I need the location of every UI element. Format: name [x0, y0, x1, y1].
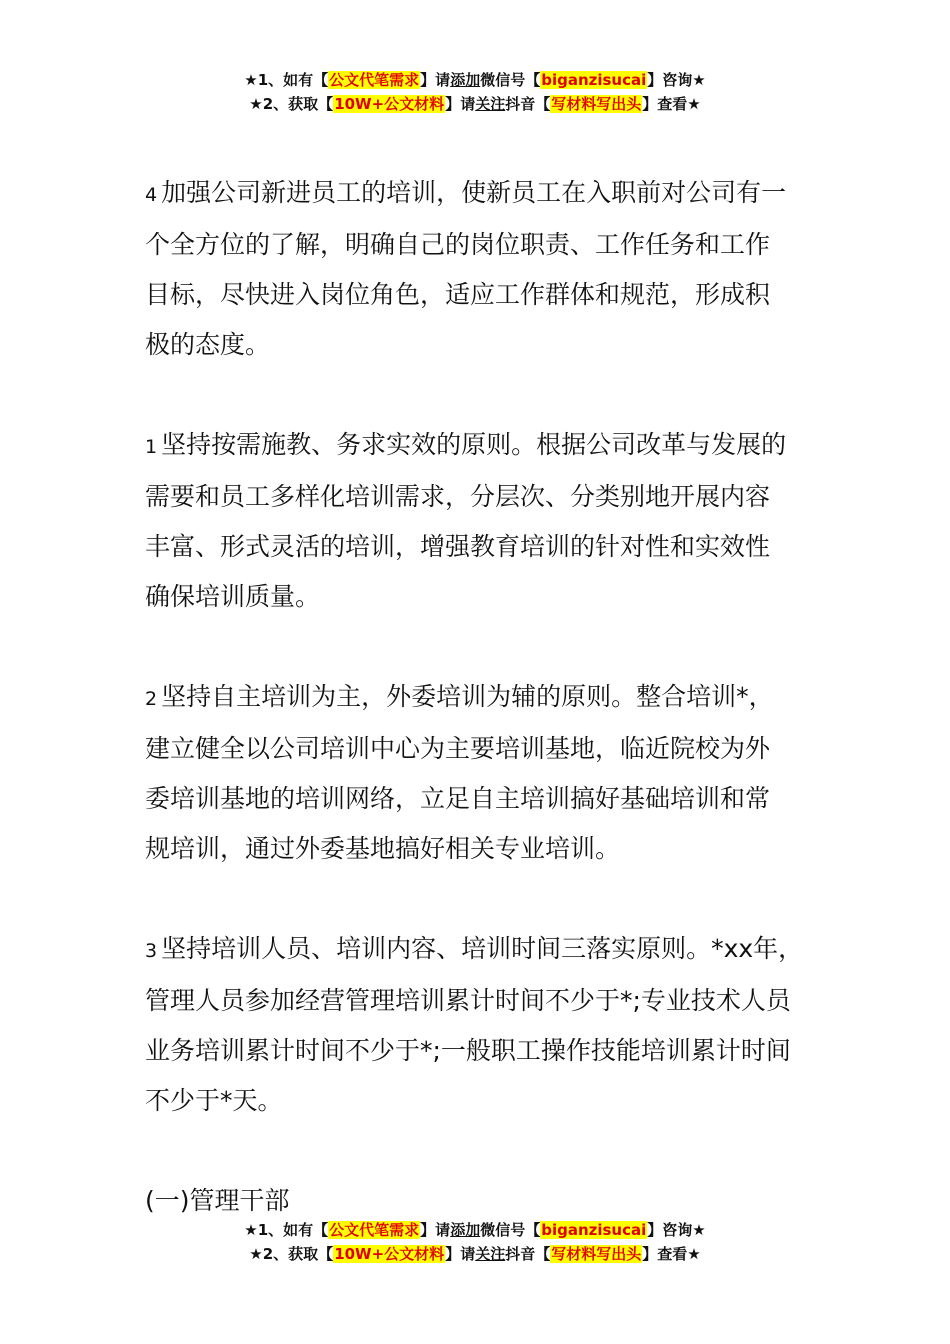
highlight-wechat-id: biganzisucai: [541, 1221, 647, 1239]
banner-line-2: ★2、获取【10W+公文材料】请关注抖音【写材料写出头】查看★: [249, 95, 701, 113]
highlight-materials: 10W+公文材料: [334, 1245, 445, 1263]
highlight-douyin-id: 写材料写出头: [551, 1245, 642, 1263]
banner-line-1: ★1、如有【公文代笔需求】请添加微信号【biganzisucai】咨询★: [244, 71, 706, 89]
document-body: [145, 168, 835, 1276]
highlight-douyin-id: 写材料写出头: [551, 95, 642, 113]
section-heading-management: (一)管理干部: [145, 1186, 290, 1215]
highlight-service: 公文代笔需求: [329, 1221, 420, 1239]
paragraph-principle-needs: 1 坚持按需施教、务求实效的原则。根据公司改革与发展的 需要和员工多样化培训需求，分层次、分类别地开展内容 丰富、形式灵活的培训，增强教育培训的针对性和实效性 确保培训质量。: [145, 430, 787, 611]
paragraph-principle-three-implementations: 3 坚持培训人员、培训内容、培训时间三落实原则。*xx年， 管理人员参加经营管理培训累计时间不少于*;专业技术人员 业务培训累计时间不少于*;一般职工操作技能培训累计时间 不少于*天。: [145, 934, 804, 1115]
highlight-service: 公文代笔需求: [329, 71, 420, 89]
bottom-banner: [0, 1218, 950, 1266]
banner-line-1: ★1、如有【公文代笔需求】请添加微信号【biganzisucai】咨询★: [244, 1221, 706, 1239]
highlight-wechat-id: biganzisucai: [541, 71, 647, 89]
paragraph-principle-self-training: 2 坚持自主培训为主，外委培训为辅的原则。整合培训*， 建立健全以公司培训中心为主要培训基地，临近院校为外 委培训基地的培训网络，立足自主培训搞好基础培训和常 规培训，通过外委基地搞好相关专业培训。: [145, 682, 774, 863]
paragraph-training-new-staff: 4 加强公司新进员工的培训，使新员工在入职前对公司有一 个全方位的了解，明确自己的岗位职责、工作任务和工作 目标，尽快进入岗位角色，适应工作群体和规范，形成积 极的态度。: [145, 178, 787, 359]
banner-line-2: ★2、获取【10W+公文材料】请关注抖音【写材料写出头】查看★: [249, 1245, 701, 1263]
highlight-materials: 10W+公文材料: [334, 95, 445, 113]
top-banner: [0, 68, 950, 116]
